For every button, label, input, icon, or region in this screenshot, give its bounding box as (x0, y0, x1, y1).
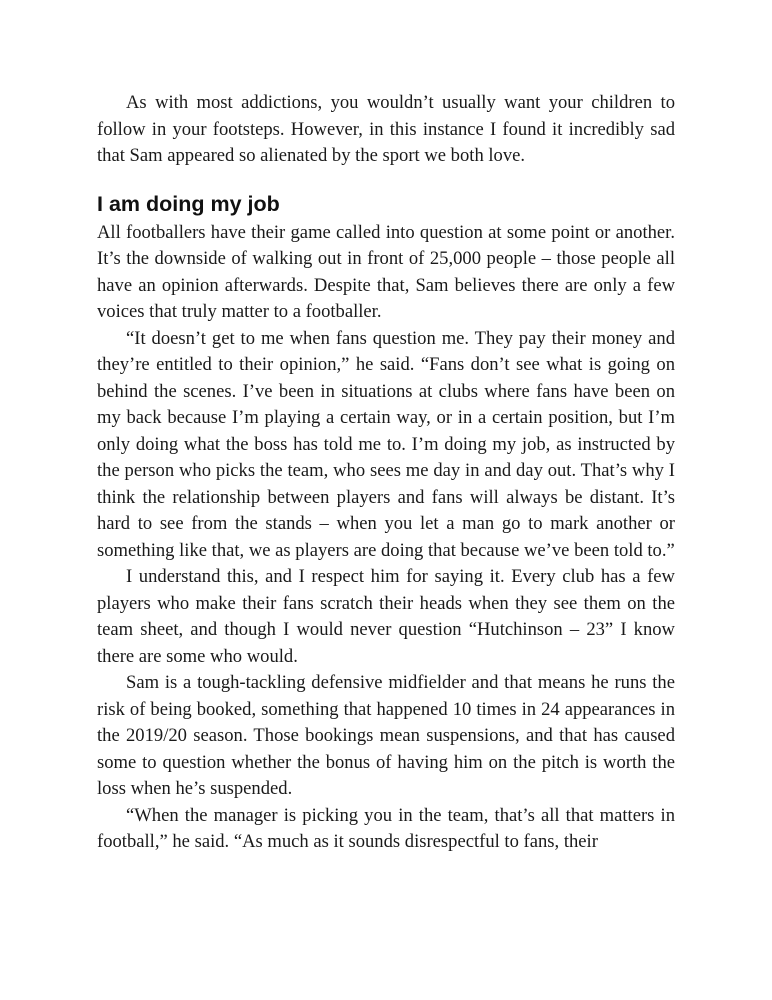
intro-paragraph: As with most addictions, you wouldn’t usually want your children to follow in your footsteps. However, in this instance I found it incredibly sad that Sam appeared so alienated by the sport we both love. (97, 92, 675, 166)
body-paragraph: “It doesn’t get to me when fans question me. They pay their money and they’re entitled to their opinion,” he said. “Fans don’t see what is going on behind the scenes. I’ve been in situations at clubs where fans have been on my back because I’m playing a certain way, or in a certain position, but I’m only doing what the boss has told me to. I’m doing my job, as instructed by the person who picks the team, who sees me day in and day out. That’s why I think the relationship between players and fans will always be distant. It’s hard to see from the stands – when you let a man go to mark another or something like that, we as players are doing that because we’ve been told to.” (97, 327, 675, 561)
book-page (97, 90, 675, 856)
body-paragraph: I understand this, and I respect him for saying it. Every club has a few players who make their fans scratch their heads when they see them on the team sheet, and though I would never question “Hutchinson – 23” I know there are some who would. (97, 566, 675, 667)
body-paragraph: All footballers have their game called into question at some point or another. It’s the downside of walking out in front of 25,000 people – those people all have an opinion afterwards. Despite that, Sam believes there are only a few voices that truly matter to a footballer. (97, 221, 675, 322)
body-paragraph: Sam is a tough-tackling defensive midfielder and that means he runs the risk of being booked, something that happened 10 times in 24 appearances in the 2019/20 season. Those bookings mean suspensions, and that has caused some to question whether the bonus of having him on the pitch is worth the loss when he’s suspended. (97, 672, 675, 799)
body-paragraph: “When the manager is picking you in the team, that’s all that matters in football,” he said. “As much as it sounds disrespectful to fans, their (97, 804, 675, 852)
section-heading: I am doing my job (97, 191, 280, 216)
